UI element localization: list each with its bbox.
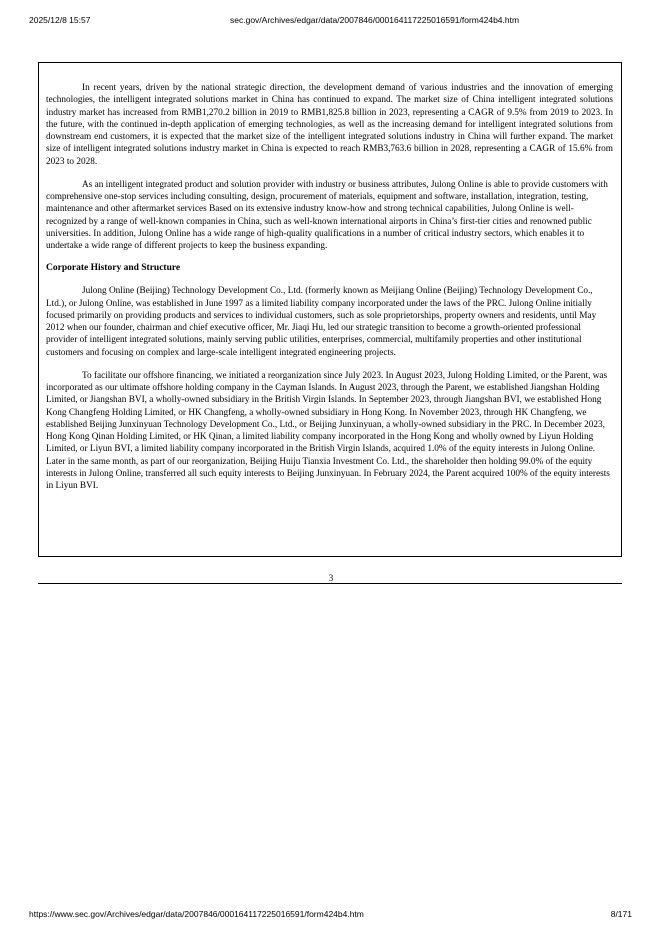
print-footer	[0, 909, 662, 923]
page-number: 3	[328, 573, 334, 583]
print-page-count: 8/171	[610, 909, 632, 919]
page-divider	[38, 583, 622, 584]
company-overview-paragraph: As an intelligent integrated product and solution provider with industry or business attributes, Julong Online is able to provide customers with comprehensive one-stop services including consulting, design, procurement of materials, equipment and software, installation, integration, testing, maintenance and other aftermarket services Based on its extensive industry know-how and strong technical capabilities, Julong Online is well-recognized by a range of well-known companies in China, such as well-known international airports in China’s first-tier cities and renowned public universities. In addition, Julong Online has a wide range of high-quality qualifications in a number of critical industry sectors, which enables it to undertake a wide range of different projects to keep the business expanding.	[46, 179, 608, 251]
section-heading: Corporate History and Structure	[46, 263, 181, 274]
corporate-history-paragraph: Julong Online (Beijing) Technology Development Co., Ltd. (formerly known as Meijiang Online (Beijing) Technology Development Co., Ltd.), or Julong Online, was established in June 1997 as a limited liability company incorporated under the laws of the PRC. Julong Online initially focused primarily on providing products and services to individual customers, such as sole proprietorships, property owners and residents, until May 2012 when our founder, chairman and chief executive officer, Mr. Jiaqi Hu, led our strategic transition to become a growth-oriented professional provider of intelligent integrated solutions, mainly serving public utilities, enterprises, commercial, multifamily properties and other institutional customers and focusing on complex and large-scale intelligent integrated engineering projects.	[46, 286, 597, 358]
document-content	[38, 62, 622, 557]
print-header	[0, 15, 662, 29]
market-paragraph: In recent years, driven by the national strategic direction, the development demand of various industries and the innovation of emerging technologies, the intelligent integrated solutions market in China has continued to expand. The market size of China intelligent integrated solutions industry market has increased from RMB1,270.2 billion in 2019 to RMB1,825.8 billion in 2023, representing a CAGR of 9.5% from 2019 to 2023. In the future, with the continued in-depth application of emerging technologies, as well as the increasing demand for intelligent integrated solutions from downstream end customers, it is expected that the market size of the intelligent integrated solutions industry in China will further expand. The market size of intelligent integrated solutions industry market in China is expected to reach RMB3,763.6 billion in 2028, representing a CAGR of 15.6% from 2023 to 2028.	[46, 83, 613, 167]
print-page-title: sec.gov/Archives/edgar/data/2007846/000164117225016591/form424b4.htm	[230, 15, 520, 25]
print-datetime: 2025/12/8 15:57	[29, 15, 91, 25]
reorganization-paragraph: To facilitate our offshore financing, we initiated a reorganization since July 2023. In August 2023, Julong Holding Limited, or the Parent, was incorporated as our ultimate offshore holding company in the Cayman Islands. In August 2023, through the Parent, we established Jiangshan Holding Limited, or Jiangshan BVI, a wholly-owned subsidiary in the British Virgin Islands. In September 2023, through Jiangshan BVI, we established Hong Kong Changfeng Holding Limited, or HK Changfeng, a wholly-owned subsidiary in Hong Kong. In November 2023, through HK Changfeng, we established Beijing Junxinyuan Technology Development Co., Ltd., or Beijing Junxinyuan, a wholly-owned subsidiary in the PRC. In December 2023, Hong Kong Qinan Holding Limited, or HK Qinan, a limited liability company incorporated in the Hong Kong and wholly owned by Liyun Holding Limited, or Liyun BVI, a limited liability company incorporated in the British Virgin Islands, acquired 1.0% of the equity interests in Julong Online. Later in the same month, as part of our reorganization, Beijing Huiju Tianxia Investment Co. Ltd., the shareholder then holding 99.0% of the equity interests in Julong Online, transferred all such equity interests to Beijing Junxinyuan. In February 2024, the Parent acquired 100% of the equity interests in Liyun BVI.	[46, 370, 610, 491]
print-url: https://www.sec.gov/Archives/edgar/data/2007846/000164117225016591/form424b4.htm	[29, 909, 364, 919]
